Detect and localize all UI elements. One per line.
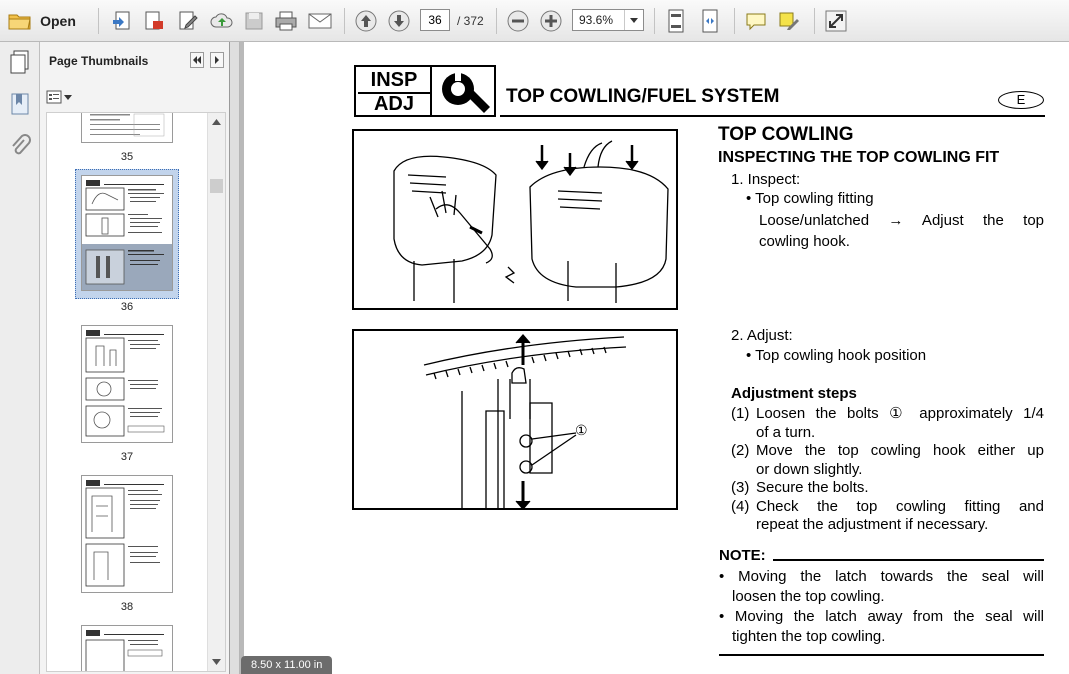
create-pdf-icon [111, 10, 133, 32]
attachments-tab[interactable] [9, 134, 31, 163]
fit-width-icon [699, 9, 721, 33]
comment-icon [745, 11, 767, 31]
page-down-icon [388, 10, 410, 32]
chevron-up-icon[interactable] [212, 119, 221, 125]
thumbnail-page-38[interactable] [81, 475, 173, 593]
callout-number: ① [575, 422, 588, 438]
export-button[interactable] [140, 8, 168, 34]
print-button[interactable] [272, 8, 300, 34]
step-1-line-1: Loose/unlatched → Adjust the top [759, 212, 1044, 229]
highlight-icon [778, 10, 800, 32]
figure-cowling-inspection [352, 129, 678, 310]
thumbnail-page-35[interactable] [81, 112, 173, 143]
header-title: TOP COWLING/FUEL SYSTEM [506, 86, 780, 107]
thumbnail-options-button[interactable] [46, 88, 72, 106]
bookmarks-tab[interactable] [9, 92, 31, 121]
pages-icon [9, 50, 31, 74]
email-button[interactable] [306, 8, 334, 34]
step-1-line-2: cowling hook. [759, 233, 850, 250]
edit-button[interactable] [174, 8, 202, 34]
zoom-value: 93.6% [579, 13, 614, 27]
note-line: • Moving the latch away from the seal will [719, 608, 1044, 625]
fit-page-icon [665, 9, 687, 33]
section-title: TOP COWLING [718, 124, 854, 145]
adjust-step-number: (4) [731, 498, 750, 515]
page-total: / 372 [457, 14, 484, 28]
previous-page-button[interactable] [352, 8, 380, 34]
document-viewport[interactable] [240, 42, 1069, 674]
thumbnail-page-36[interactable] [81, 175, 173, 291]
adjust-step-line: Move the top cowling hook either up [756, 442, 1044, 459]
save-button[interactable] [242, 8, 266, 34]
save-icon [244, 11, 264, 31]
note-line: • Moving the latch towards the seal will [719, 568, 1044, 585]
comment-button[interactable] [742, 8, 770, 34]
note-line: tighten the top cowling. [732, 628, 886, 645]
thumbnail-scrollbar[interactable] [207, 113, 225, 671]
open-button[interactable] [6, 8, 78, 34]
scrollbar-thumb[interactable] [210, 179, 223, 193]
adjust-step-number: (3) [731, 479, 750, 496]
create-pdf-button[interactable] [108, 8, 136, 34]
options-icon [46, 90, 62, 104]
adjust-step-line: of a turn. [756, 424, 816, 441]
badge-top-text: INSP [370, 69, 418, 91]
upload-button[interactable] [208, 8, 236, 34]
fit-page-button[interactable] [662, 8, 690, 34]
double-chevron-left-icon [192, 56, 202, 64]
email-icon [308, 12, 332, 30]
thumbnail-list[interactable] [46, 112, 226, 672]
thumbnail-label: 35 [120, 151, 134, 163]
note-label: NOTE: [719, 547, 766, 564]
chevron-right-icon [214, 56, 220, 64]
adjust-step-line: repeat the adjustment if necessary. [756, 516, 989, 533]
bookmark-icon [9, 92, 31, 116]
chevron-down-icon [64, 95, 72, 100]
step-2: 2. Adjust: [731, 327, 793, 344]
zoom-select[interactable] [572, 9, 644, 31]
wrench-icon [436, 69, 492, 115]
collapse-panel-button[interactable] [190, 52, 204, 68]
zoom-out-icon [507, 10, 529, 32]
edit-icon [177, 10, 199, 32]
zoom-out-button[interactable] [504, 8, 532, 34]
adjust-step-line: Loosen the bolts ① approximately 1/4 [756, 405, 1044, 422]
expand-button[interactable] [822, 8, 850, 34]
navigation-rail [0, 42, 40, 674]
language-badge: E [998, 91, 1044, 109]
subsection-title: INSPECTING THE TOP COWLING FIT [718, 149, 1000, 166]
step-2-bullet: • Top cowling hook position [746, 347, 927, 364]
adjust-step-line: Secure the bolts. [756, 479, 869, 496]
expand-panel-button[interactable] [210, 52, 224, 68]
open-label: Open [40, 13, 76, 29]
print-icon [274, 10, 298, 32]
panel-title: Page Thumbnails [49, 54, 149, 68]
fit-width-button[interactable] [696, 8, 724, 34]
next-page-button[interactable] [385, 8, 413, 34]
expand-icon [825, 10, 847, 32]
adjust-step-line: or down slightly. [756, 461, 863, 478]
zoom-in-icon [540, 10, 562, 32]
note-line: loosen the top cowling. [732, 588, 885, 605]
step-1: 1. Inspect: [731, 171, 801, 188]
toolbar [0, 0, 1069, 42]
thumbnail-label: 37 [120, 451, 134, 463]
adjust-step-line: Check the top cowling fitting and [756, 498, 1044, 515]
folder-icon [8, 11, 32, 31]
adjust-step-number: (2) [731, 442, 750, 459]
thumbnail-page-39[interactable] [81, 625, 173, 672]
zoom-in-button[interactable] [537, 8, 565, 34]
thumbnails-panel [40, 42, 230, 674]
page-size-indicator: 8.50 x 11.00 in [241, 656, 332, 674]
chevron-down-icon[interactable] [624, 10, 643, 30]
adjustment-steps-title: Adjustment steps [731, 385, 857, 402]
thumbnail-label: 36 [120, 301, 134, 313]
page-thumbnails-tab[interactable] [9, 50, 31, 79]
pdf-page [244, 42, 1069, 674]
insp-adj-badge [354, 65, 496, 117]
badge-bottom-text: ADJ [373, 93, 414, 115]
adjust-step-number: (1) [731, 405, 750, 422]
page-number-input[interactable] [420, 9, 450, 31]
thumbnail-page-37[interactable] [81, 325, 173, 443]
highlight-button[interactable] [775, 8, 803, 34]
thumbnail-label: 38 [120, 601, 134, 613]
export-icon [143, 10, 165, 32]
panel-splitter[interactable] [230, 42, 240, 674]
chevron-down-icon[interactable] [212, 659, 221, 665]
upload-icon [210, 10, 234, 32]
step-1-bullet: • Top cowling fitting [746, 190, 874, 207]
page-up-icon [355, 10, 377, 32]
figure-cowling-hook [352, 329, 678, 510]
paperclip-icon [9, 134, 31, 158]
